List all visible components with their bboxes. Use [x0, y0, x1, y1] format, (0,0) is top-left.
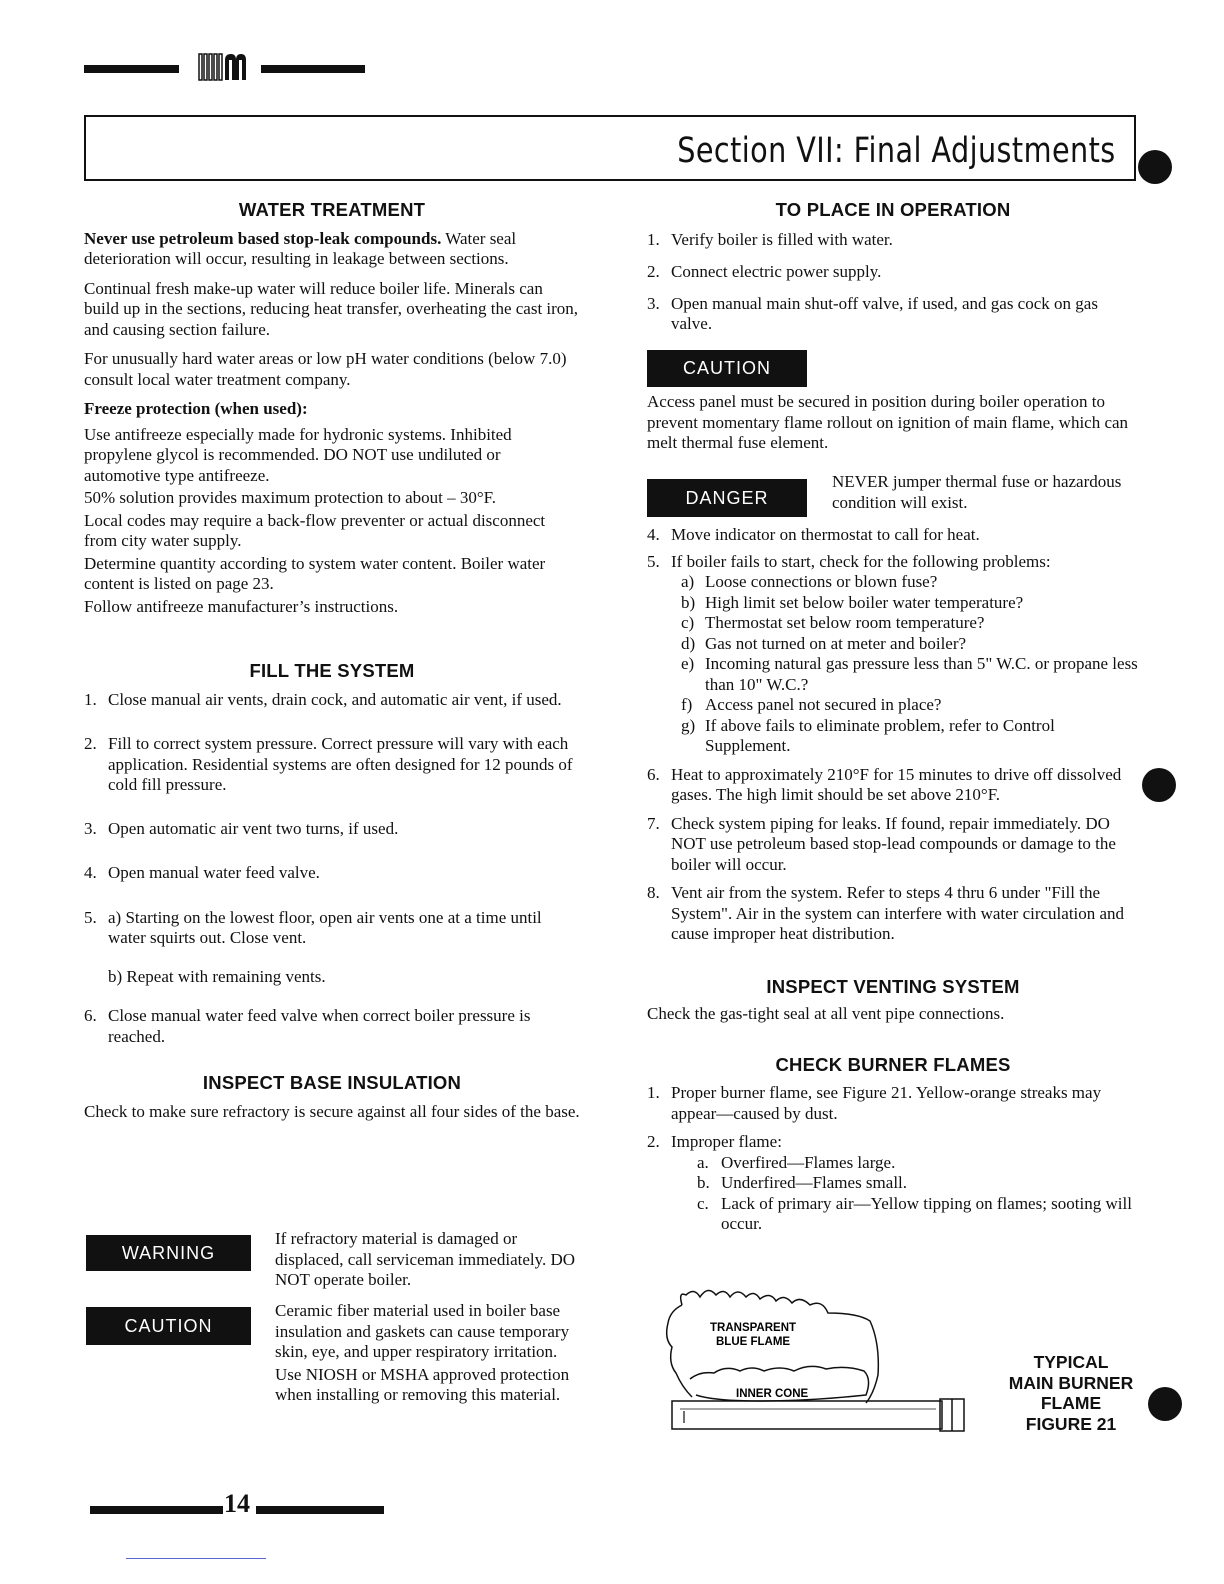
- list-text: Proper burner flame, see Figure 21. Yellow-orange streaks may appear—caused by dust.: [671, 1083, 1102, 1123]
- section-title-box: [84, 115, 1136, 181]
- burner-sub-a: [697, 1153, 1139, 1174]
- water-treatment-p1-rest: Water seal deterioration will occur, resulting in leakage between sections.: [84, 228, 517, 268]
- fill-item-5b: [84, 967, 580, 988]
- fill-item-1: [84, 690, 580, 711]
- figure-caption-line-1: TYPICAL: [1033, 1352, 1109, 1372]
- list-text: Verify boiler is filled with water.: [671, 229, 893, 249]
- base-insulation-text: Check to make sure refractory is secure against all four sides of the base.: [84, 1101, 580, 1121]
- sub-text: Gas not turned on at meter and boiler?: [705, 633, 967, 653]
- flame-label-blue: BLUE FLAME: [716, 1336, 791, 1348]
- freeze-protection-heading-text: Freeze protection (when used):: [84, 399, 308, 418]
- header-bar-left: [84, 65, 179, 73]
- operation-item-6: [647, 765, 1139, 806]
- warning-label: WARNING: [86, 1235, 251, 1271]
- list-text: Open manual water feed valve.: [108, 863, 320, 882]
- sub-text: Loose connections or blown fuse?: [705, 572, 938, 591]
- burner-tube: [672, 1401, 942, 1429]
- right-column-top: [647, 200, 1139, 335]
- operation-sub-e: [681, 654, 1139, 695]
- burner-item-1: [647, 1083, 1139, 1124]
- water-treatment-p7: Determine quantity according to system water content. Boiler water content is listed on page 23.: [84, 553, 546, 593]
- operation-sub-f: [681, 695, 1139, 716]
- left-column: [84, 200, 580, 1122]
- fill-system-heading: FILL THE SYSTEM: [249, 660, 415, 681]
- warning-text: If refractory material is damaged or displaced, call serviceman immediately. DO NOT operate boiler.: [275, 1229, 576, 1289]
- water-treatment-p2: Continual fresh make-up water will reduce boiler life. Minerals can build up in the sections, reducing heat transfer, overheating the cast iron, and causing section failure.: [84, 278, 579, 339]
- fill-item-6: [84, 1006, 580, 1047]
- footer-bar-left: [90, 1506, 223, 1514]
- water-treatment-p4: Use antifreeze especially made for hydronic systems. Inhibited propylene glycol is recommended. DO NOT use undiluted or automotive type antifreeze.: [84, 424, 512, 485]
- figure-caption-line-3: FLAME: [1040, 1393, 1102, 1413]
- list-text: Open manual main shut-off valve, if used, and gas cock on gas valve.: [671, 293, 1098, 333]
- operation-sub-d: [681, 634, 1139, 655]
- caution-label-right: CAUTION: [647, 350, 807, 387]
- wm-logo: [198, 50, 248, 84]
- sub-letter: b.: [697, 1173, 710, 1192]
- list-number: 6.: [84, 1006, 97, 1025]
- list-text: Connect electric power supply.: [671, 262, 882, 281]
- list-number: 4.: [84, 863, 97, 882]
- sub-letter: d): [681, 633, 696, 653]
- operation-sub-a: [681, 572, 1139, 593]
- water-treatment-p8: Follow antifreeze manufacturer’s instructions.: [84, 596, 399, 616]
- figure-21-caption: [1000, 1352, 1142, 1434]
- list-text: Heat to approximately 210°F for 15 minutes to drive off dissolved gases. The high limit should be set above 210°F.: [671, 764, 1122, 804]
- list-number: 3.: [647, 293, 660, 313]
- list-text: Close manual water feed valve when correct boiler pressure is reached.: [108, 1006, 531, 1046]
- fill-item-2: [84, 734, 580, 796]
- edge-dot-middle: [1142, 768, 1176, 802]
- sub-text: Thermostat set below room temperature?: [705, 613, 985, 632]
- sub-letter: e): [681, 654, 695, 673]
- water-treatment-p3: For unusually hard water areas or low pH water conditions (below 7.0) consult local water treatment company.: [84, 349, 567, 389]
- sub-letter: a): [681, 572, 695, 591]
- footer-bar-right: [256, 1506, 384, 1514]
- danger-text: NEVER jumper thermal fuse or hazardous condition will exist.: [832, 472, 1122, 512]
- figure-caption-line-4: FIGURE 21: [1025, 1413, 1117, 1434]
- sub-letter: c): [681, 613, 695, 632]
- sub-letter: f): [681, 695, 693, 714]
- burner-heading: CHECK BURNER FLAMES: [775, 1053, 1011, 1075]
- operation-sub-list: [647, 572, 1139, 757]
- list-text: If boiler fails to start, check for the following problems:: [671, 551, 1051, 571]
- list-number: 1.: [647, 229, 660, 249]
- operation-item-5: [647, 552, 1139, 573]
- water-treatment-p5: 50% solution provides maximum protection to about – 30°F.: [84, 488, 496, 507]
- sub-text: Underfired—Flames small.: [721, 1173, 908, 1192]
- list-number: 2.: [84, 734, 97, 753]
- caution-label-left: CAUTION: [86, 1307, 251, 1345]
- operation-heading: TO PLACE IN OPERATION: [775, 199, 1011, 220]
- list-number: 7.: [647, 813, 660, 833]
- caution-text-left: [275, 1301, 580, 1406]
- section-title: Section VII: Final Adjustments: [677, 131, 1116, 171]
- list-number: 2.: [647, 1132, 660, 1151]
- operation-item-1: [647, 230, 1139, 251]
- list-text: a) Starting on the lowest floor, open air vents one at a time until water squirts out. Close vent.: [108, 907, 542, 947]
- danger-label: DANGER: [647, 479, 807, 517]
- fill-item-3: [84, 819, 580, 840]
- list-number: 3.: [84, 818, 97, 838]
- list-number: 6.: [647, 764, 660, 784]
- page-number: 14: [224, 1489, 250, 1518]
- list-text: Check system piping for leaks. If found, repair immediately. DO NOT use petroleum based stop-lead compounds or damage to the boiler will occur.: [671, 813, 1116, 874]
- right-column-middle: [647, 525, 1139, 1235]
- sub-letter: c.: [697, 1193, 709, 1213]
- burner-flame-diagram: [660, 1283, 980, 1443]
- fill-item-4: [84, 863, 580, 884]
- sub-text: Overfired—Flames large.: [721, 1152, 896, 1172]
- base-insulation-heading: INSPECT BASE INSULATION: [202, 1072, 462, 1093]
- sub-text: Incoming natural gas pressure less than 5" W.C. or propane less than 10" W.C.?: [705, 654, 1138, 694]
- sub-text: Access panel not secured in place?: [705, 695, 942, 714]
- outer-flame-left-edge: [667, 1305, 692, 1397]
- header-bar-right: [261, 65, 365, 73]
- flame-label-transparent: TRANSPARENT: [710, 1322, 797, 1334]
- sub-text: High limit set below boiler water temperature?: [705, 592, 1024, 612]
- burner-item-2: [647, 1132, 1139, 1153]
- freeze-protection-heading: [84, 399, 580, 420]
- sub-text: If above fails to eliminate problem, refer to Control Supplement.: [705, 715, 1055, 755]
- operation-sub-c: [681, 613, 1139, 634]
- list-number: 1.: [647, 1083, 660, 1102]
- burner-sub-c: [697, 1194, 1139, 1235]
- list-text: Fill to correct system pressure. Correct pressure will vary with each application. Residential systems are often designed for 12 pounds of cold fill pressure.: [108, 734, 573, 794]
- sub-letter: g): [681, 715, 696, 735]
- flame-label-inner-cone: INNER CONE: [736, 1388, 809, 1400]
- caution-text-left-2: Use NIOSH or MSHA approved protection when installing or removing this material.: [275, 1364, 570, 1404]
- caution-text-right: Access panel must be secured in position during boiler operation to prevent momentary flame rollout on ignition of main flame, which can melt thermal fuse element.: [647, 392, 1129, 452]
- operation-sub-g: [681, 716, 1139, 757]
- operation-item-7: [647, 814, 1139, 876]
- sub-letter: a.: [697, 1152, 709, 1172]
- list-text: b) Repeat with remaining vents.: [108, 966, 326, 986]
- water-treatment-heading: WATER TREATMENT: [238, 199, 426, 220]
- burner-sub-b: [697, 1173, 1139, 1194]
- list-text: Improper flame:: [671, 1132, 782, 1151]
- operation-sub-b: [681, 593, 1139, 614]
- list-number: 8.: [647, 883, 660, 902]
- water-treatment-p1: [84, 229, 580, 270]
- operation-item-2: [647, 262, 1139, 283]
- water-treatment-p1-bold: Never use petroleum based stop-leak compounds.: [84, 228, 442, 248]
- venting-text: Check the gas-tight seal at all vent pipe connections.: [647, 1004, 1005, 1023]
- list-number: 4.: [647, 525, 660, 544]
- sub-text: Lack of primary air—Yellow tipping on flames; sooting will occur.: [721, 1193, 1132, 1233]
- operation-item-4: [647, 525, 1139, 546]
- list-number: 2.: [647, 262, 660, 281]
- corner-dot-top: [1138, 150, 1172, 184]
- burner-sub-list: [647, 1153, 1139, 1235]
- footer-underline: [126, 1558, 266, 1559]
- caution-text-left-1: Ceramic fiber material used in boiler base insulation and gaskets can cause temporary skin, eye, and upper respiratory irritation.: [275, 1301, 570, 1361]
- water-treatment-p6: Local codes may require a back-flow preventer or actual disconnect from city water supply.: [84, 510, 546, 550]
- operation-item-8: [647, 883, 1139, 945]
- list-text: Move indicator on thermostat to call for heat.: [671, 525, 980, 544]
- venting-heading: INSPECT VENTING SYSTEM: [766, 975, 1020, 997]
- list-number: 1.: [84, 689, 97, 709]
- fill-item-5a: [84, 908, 580, 949]
- list-text: Open automatic air vent two turns, if used.: [108, 818, 399, 838]
- list-number: 5.: [647, 551, 660, 571]
- operation-item-3: [647, 294, 1139, 335]
- list-number: 5.: [84, 907, 97, 927]
- edge-dot-bottom: [1148, 1387, 1182, 1421]
- list-text: Close manual air vents, drain cock, and automatic air vent, if used.: [108, 689, 562, 709]
- figure-caption-line-2: MAIN BURNER: [1008, 1372, 1134, 1393]
- list-text: Vent air from the system. Refer to steps 4 thru 6 under "Fill the System". Air in the system can interfere with water circulation and cause improper heat distribution.: [671, 883, 1125, 943]
- sub-letter: b): [681, 592, 696, 612]
